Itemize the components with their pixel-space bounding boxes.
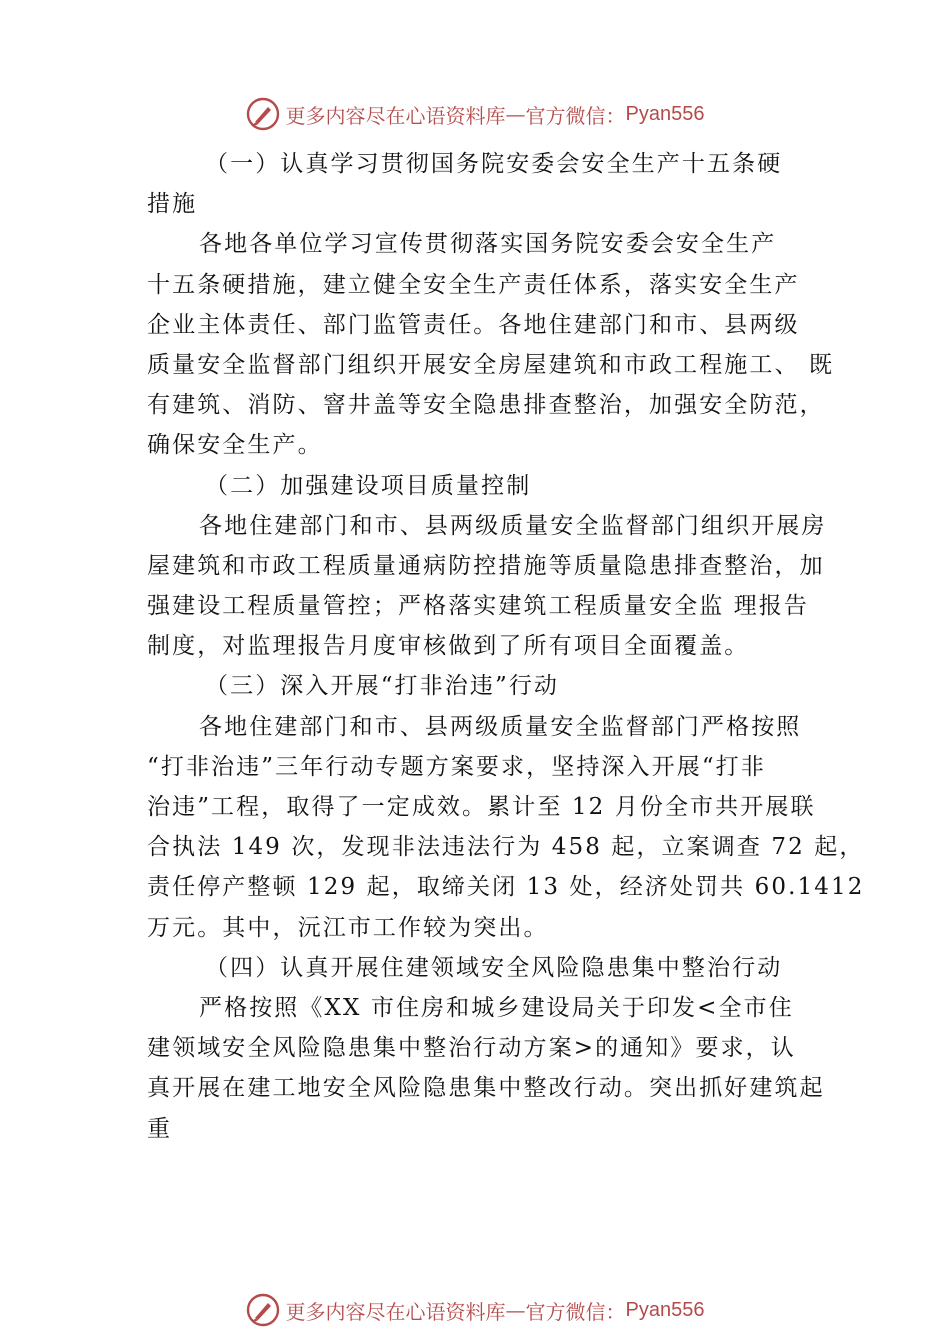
paragraph-line: 严格按照《XX 市住房和城乡建设局关于印发<全市住 [199, 994, 794, 1021]
section-heading-2: （二）加强建设项目质量控制 [205, 472, 532, 499]
paragraph-line: 真开展在建工地安全风险隐患集中整改行动。突出抓好建筑起 [147, 1075, 825, 1102]
paragraph-line: 各地住建部门和市、县两级质量安全监督部门组织开展房 [199, 512, 827, 539]
brush-logo-icon [246, 1293, 280, 1327]
paragraph-line: 治违”工程，取得了一定成效。累计至 12 月份全市共开展联 [147, 794, 816, 820]
watermark-brand: 更多内容尽在心语资料库 [285, 103, 506, 128]
paragraph-line: 建领域安全风险隐患集中整治行动方案>的通知》要求，认 [147, 1035, 796, 1062]
watermark-separator: — [505, 1298, 526, 1322]
paragraph-line: 强建设工程质量管控；严格落实建筑工程质量安全监 理报告 [147, 593, 810, 620]
watermark-wechat-label: 官方微信： [525, 1299, 626, 1324]
paragraph-line: 质量安全监督部门组织开展安全房屋建筑和市政工程施工、 既 [147, 351, 835, 378]
paragraph-line: 重 [147, 1115, 173, 1142]
paragraph-line: 万元。其中，沅江市工作较为突出。 [147, 914, 549, 941]
paragraph-line: “打非治违”三年行动专题方案要求，坚持深入开展“打非 [147, 753, 766, 780]
section-heading-1: （一）认真学习贯彻国务院安委会安全生产十五条硬 [205, 151, 783, 177]
watermark-banner-bottom [0, 1290, 950, 1330]
paragraph-line: 责任停产整顿 129 起，取缔关闭 13 处，经济处罚共 60.1412 [147, 874, 865, 901]
document-body [147, 144, 865, 1149]
watermark-wechat-id: Pyan556 [625, 102, 705, 125]
brush-logo-icon [246, 97, 280, 131]
paragraph-line: 各地各单位学习宣传贯彻落实国务院安委会安全生产 [199, 231, 777, 258]
watermark-banner-top [0, 94, 950, 134]
paragraph-line: 合执法 149 次，发现非法违法行为 458 起，立案调查 72 起， [147, 834, 865, 861]
paragraph-line: 屋建筑和市政工程质量通病防控措施等质量隐患排查整治，加 [147, 552, 825, 579]
section-heading-3: （三）深入开展“打非治违”行动 [205, 673, 560, 700]
watermark-separator: — [505, 102, 526, 126]
paragraph-line: 各地住建部门和市、县两级质量安全监督部门严格按照 [199, 713, 802, 740]
paragraph-line: 企业主体责任、部门监管责任。各地住建部门和市、县两级 [147, 311, 800, 338]
paragraph-line: 有建筑、消防、窨井盖等安全隐患排查整治，加强安全防范， [147, 392, 825, 419]
paragraph-line: 确保安全生产。 [147, 432, 323, 459]
paragraph-line: 措施 [147, 191, 198, 218]
watermark-brand: 更多内容尽在心语资料库 [285, 1299, 506, 1324]
watermark-wechat-label: 官方微信： [525, 103, 626, 128]
paragraph-line: 制度，对监理报告月度审核做到了所有项目全面覆盖。 [147, 633, 750, 660]
paragraph-line: 十五条硬措施，建立健全安全生产责任体系，落实安全生产 [147, 271, 800, 298]
section-heading-4: （四）认真开展住建领域安全风险隐患集中整治行动 [205, 954, 783, 981]
watermark-wechat-id: Pyan556 [625, 1298, 705, 1321]
